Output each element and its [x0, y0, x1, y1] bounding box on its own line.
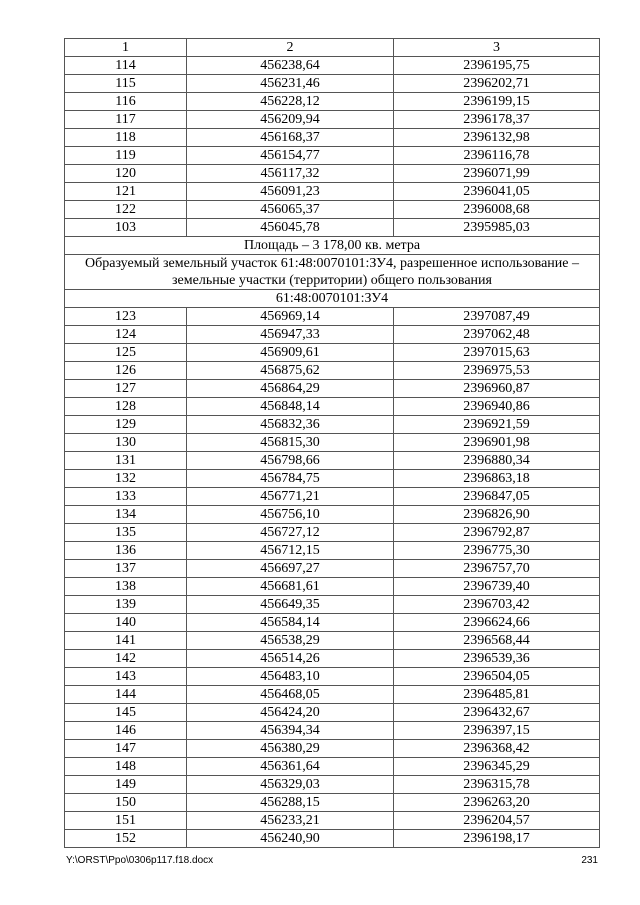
point-number: 134	[65, 506, 187, 524]
point-number: 151	[65, 812, 187, 830]
y-coordinate: 2396432,67	[394, 704, 600, 722]
point-number: 127	[65, 380, 187, 398]
footer-page-number: 231	[581, 855, 598, 866]
point-number: 143	[65, 668, 187, 686]
point-number: 137	[65, 560, 187, 578]
point-number: 121	[65, 183, 187, 201]
point-number: 142	[65, 650, 187, 668]
table-row	[65, 219, 600, 237]
point-number: 115	[65, 75, 187, 93]
table-row	[65, 488, 600, 506]
table-row	[65, 776, 600, 794]
y-coordinate: 2396792,87	[394, 524, 600, 542]
point-number: 103	[65, 219, 187, 237]
point-number: 130	[65, 434, 187, 452]
point-number: 122	[65, 201, 187, 219]
x-coordinate: 456361,64	[187, 758, 394, 776]
x-coordinate: 456228,12	[187, 93, 394, 111]
table-row	[65, 542, 600, 560]
x-coordinate: 456240,90	[187, 830, 394, 848]
y-coordinate: 2396863,18	[394, 470, 600, 488]
table-row	[65, 740, 600, 758]
y-coordinate: 2396132,98	[394, 129, 600, 147]
y-coordinate: 2396504,05	[394, 668, 600, 686]
y-coordinate: 2396178,37	[394, 111, 600, 129]
table-row	[65, 668, 600, 686]
y-coordinate: 2396757,70	[394, 560, 600, 578]
x-coordinate: 456848,14	[187, 398, 394, 416]
x-coordinate: 456065,37	[187, 201, 394, 219]
point-number: 124	[65, 326, 187, 344]
point-number: 140	[65, 614, 187, 632]
point-number: 133	[65, 488, 187, 506]
x-coordinate: 456329,03	[187, 776, 394, 794]
table-row	[65, 812, 600, 830]
x-coordinate: 456231,46	[187, 75, 394, 93]
table-row	[65, 416, 600, 434]
y-coordinate: 2396199,15	[394, 93, 600, 111]
point-number: 117	[65, 111, 187, 129]
point-number: 114	[65, 57, 187, 75]
table-row	[65, 93, 600, 111]
point-number: 125	[65, 344, 187, 362]
table-row	[65, 452, 600, 470]
x-coordinate: 456832,36	[187, 416, 394, 434]
table-row	[65, 344, 600, 362]
y-coordinate: 2396195,75	[394, 57, 600, 75]
table-row	[65, 183, 600, 201]
point-number: 145	[65, 704, 187, 722]
point-number: 146	[65, 722, 187, 740]
x-coordinate: 456864,29	[187, 380, 394, 398]
table-row	[65, 614, 600, 632]
x-coordinate: 456584,14	[187, 614, 394, 632]
y-coordinate: 2396041,05	[394, 183, 600, 201]
y-coordinate: 2396739,40	[394, 578, 600, 596]
point-number: 144	[65, 686, 187, 704]
table-row	[65, 632, 600, 650]
table-row	[65, 506, 600, 524]
x-coordinate: 456045,78	[187, 219, 394, 237]
x-coordinate: 456380,29	[187, 740, 394, 758]
x-coordinate: 456649,35	[187, 596, 394, 614]
y-coordinate: 2396071,99	[394, 165, 600, 183]
x-coordinate: 456288,15	[187, 794, 394, 812]
section-code-row	[65, 290, 600, 308]
y-coordinate: 2396624,66	[394, 614, 600, 632]
x-coordinate: 456514,26	[187, 650, 394, 668]
point-number: 150	[65, 794, 187, 812]
point-number: 123	[65, 308, 187, 326]
x-coordinate: 456756,10	[187, 506, 394, 524]
table-row	[65, 722, 600, 740]
table-row	[65, 147, 600, 165]
y-coordinate: 2396960,87	[394, 380, 600, 398]
x-coordinate: 456712,15	[187, 542, 394, 560]
x-coordinate: 456468,05	[187, 686, 394, 704]
y-coordinate: 2396116,78	[394, 147, 600, 165]
x-coordinate: 456697,27	[187, 560, 394, 578]
y-coordinate: 2396847,05	[394, 488, 600, 506]
table-row	[65, 165, 600, 183]
y-coordinate: 2397087,49	[394, 308, 600, 326]
x-coordinate: 456168,37	[187, 129, 394, 147]
table-row	[65, 596, 600, 614]
header-cell-1: 1	[65, 39, 187, 57]
table-row	[65, 794, 600, 812]
y-coordinate: 2396368,42	[394, 740, 600, 758]
table-row	[65, 470, 600, 488]
x-coordinate: 456727,12	[187, 524, 394, 542]
section-title: Образуемый земельный участок 61:48:0070101:ЗУ4, разрешенное использование – земельные участки (территории) общего пользования	[65, 255, 600, 290]
point-number: 152	[65, 830, 187, 848]
point-number: 128	[65, 398, 187, 416]
y-coordinate: 2396263,20	[394, 794, 600, 812]
header-cell-3: 3	[394, 39, 600, 57]
table-row	[65, 686, 600, 704]
table-row	[65, 380, 600, 398]
table-row	[65, 524, 600, 542]
y-coordinate: 2396485,81	[394, 686, 600, 704]
x-coordinate: 456538,29	[187, 632, 394, 650]
section-code: 61:48:0070101:ЗУ4	[65, 290, 600, 308]
point-number: 141	[65, 632, 187, 650]
table-row	[65, 398, 600, 416]
y-coordinate: 2396921,59	[394, 416, 600, 434]
y-coordinate: 2397062,48	[394, 326, 600, 344]
point-number: 135	[65, 524, 187, 542]
table-row	[65, 75, 600, 93]
x-coordinate: 456771,21	[187, 488, 394, 506]
table-row	[65, 434, 600, 452]
x-coordinate: 456798,66	[187, 452, 394, 470]
y-coordinate: 2396775,30	[394, 542, 600, 560]
table-row	[65, 129, 600, 147]
x-coordinate: 456815,30	[187, 434, 394, 452]
x-coordinate: 456875,62	[187, 362, 394, 380]
point-number: 131	[65, 452, 187, 470]
table-row	[65, 560, 600, 578]
coordinates-table	[64, 38, 600, 848]
x-coordinate: 456394,34	[187, 722, 394, 740]
y-coordinate: 2396202,71	[394, 75, 600, 93]
x-coordinate: 456424,20	[187, 704, 394, 722]
point-number: 119	[65, 147, 187, 165]
point-number: 129	[65, 416, 187, 434]
point-number: 148	[65, 758, 187, 776]
x-coordinate: 456483,10	[187, 668, 394, 686]
x-coordinate: 456784,75	[187, 470, 394, 488]
y-coordinate: 2396198,17	[394, 830, 600, 848]
y-coordinate: 2396204,57	[394, 812, 600, 830]
point-number: 136	[65, 542, 187, 560]
area-text: Площадь – 3 178,00 кв. метра	[65, 237, 600, 255]
table-row	[65, 830, 600, 848]
table-header-row	[65, 39, 600, 57]
table-row	[65, 201, 600, 219]
x-coordinate: 456233,21	[187, 812, 394, 830]
y-coordinate: 2396901,98	[394, 434, 600, 452]
point-number: 139	[65, 596, 187, 614]
x-coordinate: 456091,23	[187, 183, 394, 201]
x-coordinate: 456154,77	[187, 147, 394, 165]
point-number: 116	[65, 93, 187, 111]
y-coordinate: 2396975,53	[394, 362, 600, 380]
table-row	[65, 650, 600, 668]
table-row	[65, 362, 600, 380]
point-number: 118	[65, 129, 187, 147]
y-coordinate: 2396345,29	[394, 758, 600, 776]
x-coordinate: 456947,33	[187, 326, 394, 344]
point-number: 147	[65, 740, 187, 758]
x-coordinate: 456238,64	[187, 57, 394, 75]
point-number: 149	[65, 776, 187, 794]
y-coordinate: 2395985,03	[394, 219, 600, 237]
table-row	[65, 326, 600, 344]
y-coordinate: 2396940,86	[394, 398, 600, 416]
area-row	[65, 237, 600, 255]
header-cell-2: 2	[187, 39, 394, 57]
y-coordinate: 2396397,15	[394, 722, 600, 740]
x-coordinate: 456681,61	[187, 578, 394, 596]
y-coordinate: 2396539,36	[394, 650, 600, 668]
y-coordinate: 2396826,90	[394, 506, 600, 524]
point-number: 138	[65, 578, 187, 596]
y-coordinate: 2396315,78	[394, 776, 600, 794]
table-row	[65, 758, 600, 776]
footer-file-path: Y:\ORST\Ppo\0306p117.f18.docx	[66, 855, 214, 866]
point-number: 132	[65, 470, 187, 488]
x-coordinate: 456909,61	[187, 344, 394, 362]
section-title-row	[65, 255, 600, 290]
table-row	[65, 308, 600, 326]
x-coordinate: 456209,94	[187, 111, 394, 129]
point-number: 120	[65, 165, 187, 183]
y-coordinate: 2396008,68	[394, 201, 600, 219]
table-row	[65, 578, 600, 596]
x-coordinate: 456117,32	[187, 165, 394, 183]
y-coordinate: 2397015,63	[394, 344, 600, 362]
point-number: 126	[65, 362, 187, 380]
table-row	[65, 57, 600, 75]
table-row	[65, 704, 600, 722]
y-coordinate: 2396568,44	[394, 632, 600, 650]
y-coordinate: 2396703,42	[394, 596, 600, 614]
coordinates-table-body	[65, 39, 600, 848]
y-coordinate: 2396880,34	[394, 452, 600, 470]
x-coordinate: 456969,14	[187, 308, 394, 326]
table-row	[65, 111, 600, 129]
